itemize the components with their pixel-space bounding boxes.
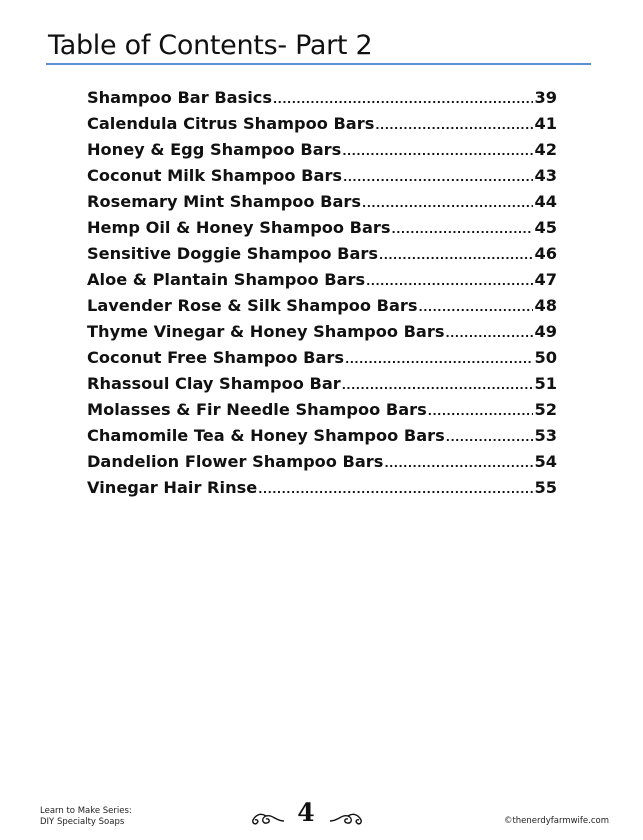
toc-dot-leader <box>392 223 534 236</box>
toc-entry[interactable] <box>87 140 557 166</box>
toc-entry[interactable] <box>87 296 557 322</box>
toc-entry-page-number: 44 <box>534 192 557 211</box>
toc-entry[interactable] <box>87 348 557 374</box>
toc-entry[interactable] <box>87 374 557 400</box>
toc-dot-leader <box>362 197 533 210</box>
toc-dot-leader <box>273 93 533 106</box>
toc-entry-page-number: 49 <box>534 322 557 341</box>
toc-entry-page-number: 50 <box>534 348 557 367</box>
footer-copyright: ©thenerdyfarmwife.com <box>503 816 609 826</box>
toc-entry-title: Hemp Oil & Honey Shampoo Bars <box>87 218 391 237</box>
toc-entry-title: Rhassoul Clay Shampoo Bar <box>87 374 341 393</box>
toc-entry[interactable] <box>87 452 557 478</box>
toc-dot-leader <box>342 145 533 158</box>
flourish-right-icon <box>328 808 364 828</box>
page-title: Table of Contents- Part 2 <box>48 30 373 61</box>
toc-entry-title: Lavender Rose & Silk Shampoo Bars <box>87 296 418 315</box>
toc-dot-leader <box>384 457 533 470</box>
toc-entry-title: Thyme Vinegar & Honey Shampoo Bars <box>87 322 445 341</box>
footer-series <box>40 806 132 828</box>
toc-entry-page-number: 41 <box>534 114 557 133</box>
toc-entry[interactable] <box>87 426 557 452</box>
toc-dot-leader <box>366 275 533 288</box>
toc-entry-title: Honey & Egg Shampoo Bars <box>87 140 342 159</box>
toc-dot-leader <box>446 431 534 444</box>
toc-entry-title: Coconut Free Shampoo Bars <box>87 348 345 367</box>
toc-entry[interactable] <box>87 114 557 140</box>
toc-entry-page-number: 45 <box>534 218 557 237</box>
toc-entry-page-number: 42 <box>534 140 557 159</box>
page-number: 4 <box>297 798 315 827</box>
toc-entry-title: Rosemary Mint Shampoo Bars <box>87 192 362 211</box>
toc-entry-title: Aloe & Plantain Shampoo Bars <box>87 270 366 289</box>
toc-entry[interactable] <box>87 192 557 218</box>
toc-entry-title: Molasses & Fir Needle Shampoo Bars <box>87 400 427 419</box>
title-underline <box>46 63 591 65</box>
toc-dot-leader <box>258 483 533 496</box>
toc-entry-page-number: 43 <box>534 166 557 185</box>
toc-entry[interactable] <box>87 88 557 114</box>
toc-entry[interactable] <box>87 166 557 192</box>
toc-dot-leader <box>419 301 534 314</box>
toc-dot-leader <box>343 171 533 184</box>
toc-dot-leader <box>445 327 533 340</box>
toc-dot-leader <box>428 405 534 418</box>
footer-page-marker <box>250 800 362 834</box>
toc-entry[interactable] <box>87 322 557 348</box>
toc-entry-page-number: 54 <box>534 452 557 471</box>
toc-entry[interactable] <box>87 478 557 504</box>
footer-book-title: DIY Specialty Soaps <box>40 817 125 827</box>
toc-entry[interactable] <box>87 270 557 296</box>
toc-entry-title: Shampoo Bar Basics <box>87 88 272 107</box>
toc-entry-page-number: 47 <box>534 270 557 289</box>
toc-entry-page-number: 51 <box>534 374 557 393</box>
toc-entry[interactable] <box>87 400 557 426</box>
toc-entry-page-number: 53 <box>534 426 557 445</box>
toc-entry-page-number: 48 <box>534 296 557 315</box>
toc-entry-title: Sensitive Doggie Shampoo Bars <box>87 244 379 263</box>
toc-dot-leader <box>342 379 534 392</box>
toc-entry-page-number: 39 <box>534 88 557 107</box>
toc-dot-leader <box>345 353 533 366</box>
toc-entry[interactable] <box>87 244 557 270</box>
toc-entry-title: Vinegar Hair Rinse <box>87 478 258 497</box>
toc-entry-page-number: 46 <box>534 244 557 263</box>
toc-entry-page-number: 55 <box>534 478 557 497</box>
toc-dot-leader <box>379 249 533 262</box>
flourish-left-icon <box>250 808 286 828</box>
toc-entry-title: Coconut Milk Shampoo Bars <box>87 166 343 185</box>
toc-entry-page-number: 52 <box>534 400 557 419</box>
toc-entry-title: Calendula Citrus Shampoo Bars <box>87 114 375 133</box>
toc-entry[interactable] <box>87 218 557 244</box>
toc-dot-leader <box>375 119 533 132</box>
table-of-contents <box>87 88 557 504</box>
footer-series-name: Learn to Make Series: <box>40 806 132 816</box>
toc-entry-title: Dandelion Flower Shampoo Bars <box>87 452 384 471</box>
toc-entry-title: Chamomile Tea & Honey Shampoo Bars <box>87 426 445 445</box>
